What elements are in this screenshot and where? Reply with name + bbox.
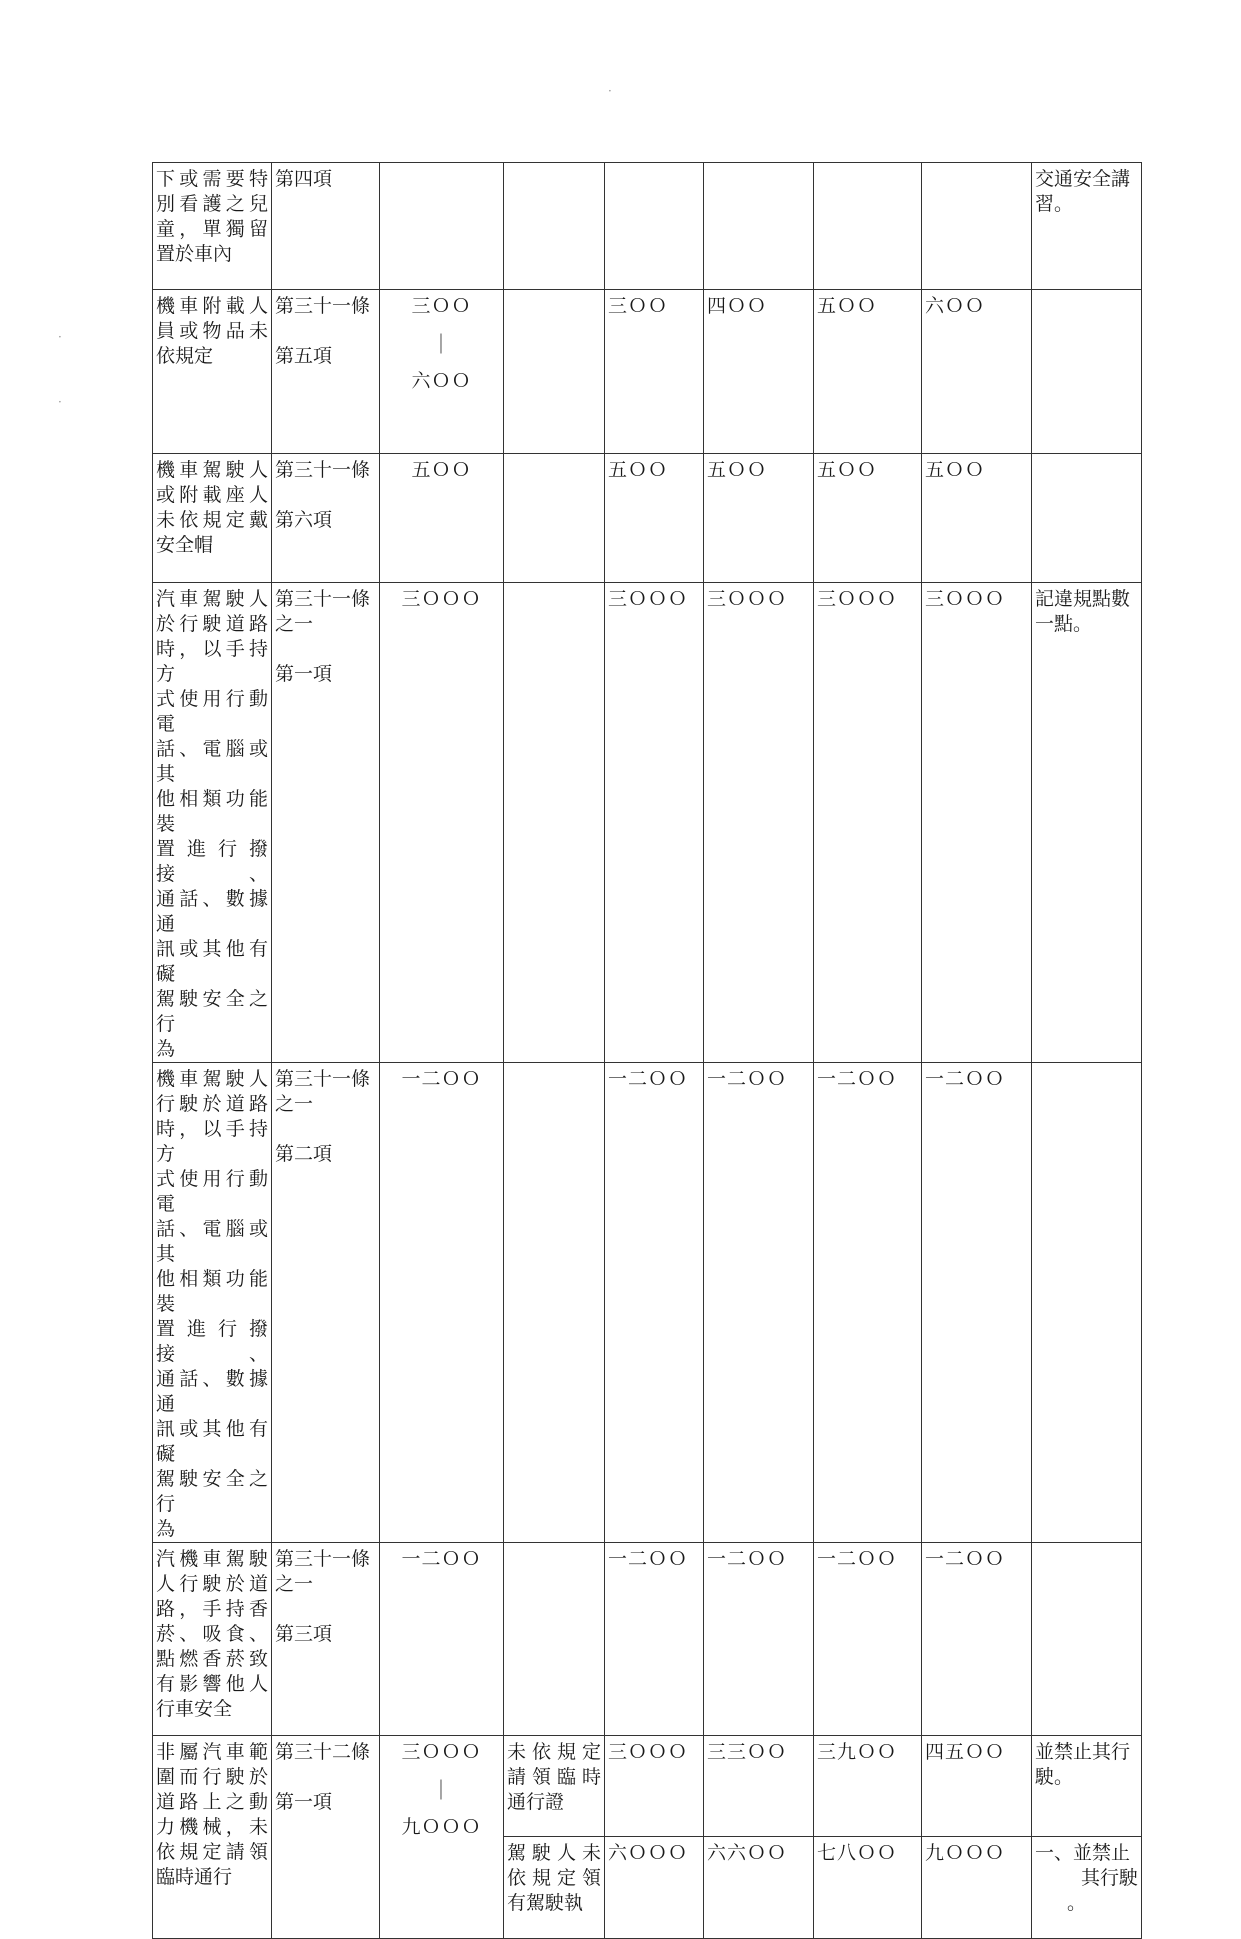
description-line: 為 xyxy=(156,1038,176,1060)
description-line: 菸、吸食、 xyxy=(156,1623,268,1645)
fine-level-4: 五ＯＯ xyxy=(922,454,1032,583)
condition-cell xyxy=(504,1543,605,1736)
description-line: 童，單獨留 xyxy=(156,218,268,240)
fine-level-1: 六ＯＯＯ xyxy=(605,1837,704,1939)
description-line: 為 xyxy=(156,1518,176,1540)
description-line: 式使用行動電 xyxy=(156,1168,268,1215)
fine-level-2: 三ＯＯＯ xyxy=(704,583,814,1063)
description-line: 駕駛安全之行 xyxy=(156,988,268,1035)
description-line: 非屬汽車範 xyxy=(156,1741,268,1763)
article-line: 第一項 xyxy=(275,663,333,685)
article-line: 第四項 xyxy=(275,168,333,190)
description-line: 機車駕駛人 xyxy=(156,459,268,481)
violation-description xyxy=(153,454,272,583)
description-line: 人行駛於道 xyxy=(156,1573,268,1595)
fine-range xyxy=(380,290,504,454)
table-row xyxy=(153,1063,1142,1543)
article-reference xyxy=(272,163,380,290)
fine-level-1: 五ＯＯ xyxy=(605,454,704,583)
description-line: 下或需要特 xyxy=(156,168,268,190)
remarks: 交通安全講習。 xyxy=(1032,163,1142,290)
remarks xyxy=(1032,290,1142,454)
violation-description xyxy=(153,290,272,454)
description-line: 安全帽 xyxy=(156,534,214,556)
violation-description xyxy=(153,1063,272,1543)
table-row xyxy=(153,163,1142,290)
condition-cell xyxy=(504,290,605,454)
article-line: 之一 xyxy=(275,613,314,635)
article-line: 第五項 xyxy=(275,345,333,367)
article-line xyxy=(275,483,376,508)
fine-level-1: 一二ＯＯ xyxy=(605,1543,704,1736)
description-line: 他相類功能裝 xyxy=(156,788,268,835)
fine-range xyxy=(380,163,504,290)
fine-level-3: 七八ＯＯ xyxy=(814,1837,922,1939)
description-line: 訊或其他有礙 xyxy=(156,1418,268,1465)
description-line: 別看護之兒 xyxy=(156,193,268,215)
violation-description xyxy=(153,1543,272,1736)
fine-level-3: 五ＯＯ xyxy=(814,290,922,454)
article-line xyxy=(275,1597,376,1622)
range-dash: ｜ xyxy=(431,1778,452,1802)
description-line: 他相類功能裝 xyxy=(156,1268,268,1315)
table-row xyxy=(153,290,1142,454)
description-line: 臨時通行 xyxy=(156,1866,233,1888)
fine-level-4: 九ＯＯＯ xyxy=(922,1837,1032,1939)
condition-line: 駕駛人未 xyxy=(507,1842,601,1864)
range-value: 一二ＯＯ xyxy=(401,1068,482,1090)
range-value: 九ＯＯＯ xyxy=(401,1816,482,1838)
range-dash: ｜ xyxy=(431,332,452,356)
description-line: 機車附載人 xyxy=(156,295,268,317)
description-line: 置於車內 xyxy=(156,243,233,265)
article-line: 第二項 xyxy=(275,1143,333,1165)
article-line: 第三十一條 xyxy=(275,588,371,610)
description-line: 有影響他人 xyxy=(156,1673,268,1695)
remarks: 記違規點數一點。 xyxy=(1032,583,1142,1063)
description-line: 員或物品未 xyxy=(156,320,268,342)
range-value: 五ＯＯ xyxy=(411,459,472,481)
article-reference xyxy=(272,1543,380,1736)
article-line: 第一項 xyxy=(275,1791,333,1813)
description-line: 力機械，未 xyxy=(156,1816,268,1838)
description-line: 訊或其他有礙 xyxy=(156,938,268,985)
article-reference xyxy=(272,290,380,454)
description-line: 道路上之動 xyxy=(156,1791,268,1813)
description-line: 於行駛道路 xyxy=(156,613,268,635)
article-line: 第三十二條 xyxy=(275,1741,371,1763)
description-line: 行車安全 xyxy=(156,1698,233,1720)
article-reference xyxy=(272,454,380,583)
fine-level-3: 五ＯＯ xyxy=(814,454,922,583)
remark-line: 一、並禁止 xyxy=(1035,1842,1131,1864)
fine-level-4: 一二ＯＯ xyxy=(922,1063,1032,1543)
description-line: 依規定 xyxy=(156,345,214,367)
article-line xyxy=(275,1765,376,1790)
condition-line: 依規定領 xyxy=(507,1867,601,1889)
range-value: 六ＯＯ xyxy=(411,370,472,392)
fine-level-4: 四五ＯＯ xyxy=(922,1736,1032,1837)
remark-line: 其行駛 xyxy=(1080,1867,1138,1889)
range-value: 三ＯＯＯ xyxy=(401,588,482,610)
description-line: 依規定請領 xyxy=(156,1841,268,1863)
fine-level-3: 三九ＯＯ xyxy=(814,1736,922,1837)
description-line: 時，以手持方 xyxy=(156,1118,268,1165)
article-reference xyxy=(272,583,380,1063)
fine-level-1: 三ＯＯＯ xyxy=(605,1736,704,1837)
violation-description xyxy=(153,163,272,290)
description-line: 話、電腦或其 xyxy=(156,1218,268,1265)
fine-level-2: 一二ＯＯ xyxy=(704,1543,814,1736)
condition-line: 通行證 xyxy=(507,1791,565,1813)
fine-level-4: 三ＯＯＯ xyxy=(922,583,1032,1063)
condition-cell xyxy=(504,1063,605,1543)
violation-description xyxy=(153,1736,272,1939)
article-line: 第三十一條 xyxy=(275,295,371,317)
fine-level-1 xyxy=(605,163,704,290)
article-line: 第六項 xyxy=(275,509,333,531)
article-line: 第三十一條 xyxy=(275,1548,371,1570)
description-line: 通話、數據通 xyxy=(156,1368,268,1415)
fine-range xyxy=(380,454,504,583)
article-reference xyxy=(272,1063,380,1543)
fine-level-2: 四ＯＯ xyxy=(704,290,814,454)
fine-range xyxy=(380,1063,504,1543)
article-line xyxy=(275,319,376,344)
table-row xyxy=(153,454,1142,583)
description-line: 置進行撥接、 xyxy=(156,1318,268,1365)
description-line: 置進行撥接、 xyxy=(156,838,268,885)
description-line: 駕駛安全之行 xyxy=(156,1468,268,1515)
article-line: 第三項 xyxy=(275,1623,333,1645)
article-line xyxy=(275,1117,376,1142)
description-line: 時，以手持方 xyxy=(156,638,268,685)
fine-level-3: 三ＯＯＯ xyxy=(814,583,922,1063)
condition-cell xyxy=(504,1736,605,1837)
fine-level-2: 五ＯＯ xyxy=(704,454,814,583)
description-line: 汽車駕駛人 xyxy=(156,588,268,610)
scan-speck: · xyxy=(608,84,612,98)
description-line: 點燃香菸致 xyxy=(156,1648,268,1670)
remarks xyxy=(1032,1063,1142,1543)
fine-level-1: 三ＯＯ xyxy=(605,290,704,454)
article-reference xyxy=(272,1736,380,1939)
fine-level-2: 六六ＯＯ xyxy=(704,1837,814,1939)
condition-line: 未依規定 xyxy=(507,1741,601,1763)
fine-level-4: 一二ＯＯ xyxy=(922,1543,1032,1736)
description-line: 汽機車駕駛 xyxy=(156,1548,268,1570)
article-line: 第三十一條 xyxy=(275,459,371,481)
fine-range xyxy=(380,1736,504,1939)
fine-level-4: 六ＯＯ xyxy=(922,290,1032,454)
fine-level-1: 一二ＯＯ xyxy=(605,1063,704,1543)
description-line: 話、電腦或其 xyxy=(156,738,268,785)
description-line: 或附載座人 xyxy=(156,484,268,506)
fine-level-3: 一二ＯＯ xyxy=(814,1063,922,1543)
remarks xyxy=(1032,1543,1142,1736)
scan-speck: · xyxy=(58,330,62,344)
remark-line: 。 xyxy=(1066,1892,1086,1914)
fine-level-4 xyxy=(922,163,1032,290)
table-row xyxy=(153,1736,1142,1837)
fine-level-3: 一二ＯＯ xyxy=(814,1543,922,1736)
article-line xyxy=(275,637,376,662)
description-line: 行駛於道路 xyxy=(156,1093,268,1115)
violation-description xyxy=(153,583,272,1063)
scan-speck: · xyxy=(58,395,62,409)
fine-level-2: 三三ＯＯ xyxy=(704,1736,814,1837)
range-value: 三ＯＯ xyxy=(411,295,472,317)
table-row xyxy=(153,1543,1142,1736)
remarks: 並禁止其行駛。 xyxy=(1032,1736,1142,1837)
fine-level-2 xyxy=(704,163,814,290)
remarks xyxy=(1032,1837,1142,1939)
condition-line: 有駕駛執 xyxy=(507,1892,584,1914)
article-line: 第三十一條 xyxy=(275,1068,371,1090)
description-line: 通話、數據通 xyxy=(156,888,268,935)
condition-cell xyxy=(504,454,605,583)
fine-level-2: 一二ＯＯ xyxy=(704,1063,814,1543)
fine-range xyxy=(380,1543,504,1736)
condition-cell xyxy=(504,163,605,290)
description-line: 圍而行駛於 xyxy=(156,1766,268,1788)
condition-line: 請領臨時 xyxy=(507,1766,601,1788)
range-value: 三ＯＯＯ xyxy=(401,1741,482,1763)
remarks xyxy=(1032,454,1142,583)
article-line: 之一 xyxy=(275,1573,314,1595)
range-value: 一二ＯＯ xyxy=(401,1548,482,1570)
condition-cell xyxy=(504,583,605,1063)
table-row xyxy=(153,583,1142,1063)
fine-range xyxy=(380,583,504,1063)
description-line: 式使用行動電 xyxy=(156,688,268,735)
fine-level-3 xyxy=(814,163,922,290)
description-line: 路，手持香 xyxy=(156,1598,268,1620)
description-line: 未依規定戴 xyxy=(156,509,268,531)
fine-schedule-table xyxy=(152,162,1142,1939)
description-line: 機車駕駛人 xyxy=(156,1068,268,1090)
fine-level-1: 三ＯＯＯ xyxy=(605,583,704,1063)
article-line: 之一 xyxy=(275,1093,314,1115)
condition-cell xyxy=(504,1837,605,1939)
